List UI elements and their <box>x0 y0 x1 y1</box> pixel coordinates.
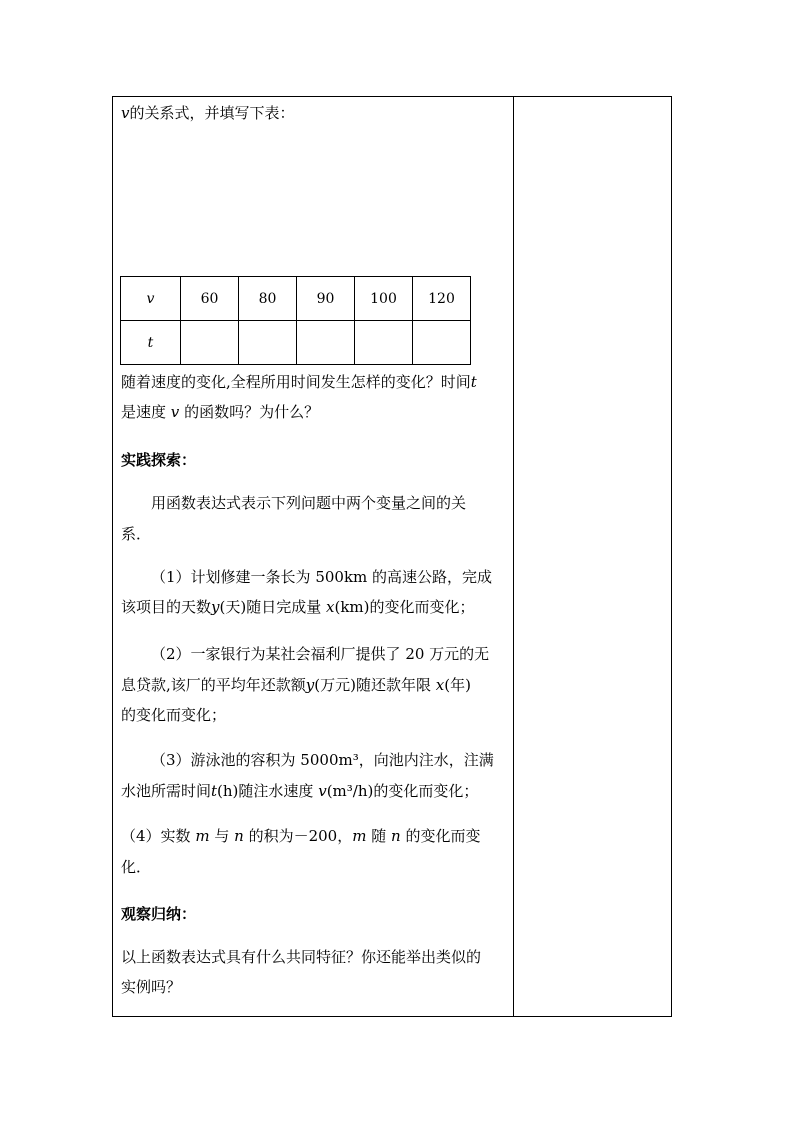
problem-text: (万元)随还款年限 <box>314 676 431 694</box>
problem-text: 水池所需时间 <box>121 782 212 800</box>
summary-heading: 观察归纳： <box>121 905 197 923</box>
problem-3-line-1: （3）游泳池的容积为 5000m³，向池内注水，注满 <box>151 751 494 769</box>
problem-2-line-2 <box>121 675 471 695</box>
problem-text: (h)随注水速度 <box>217 782 314 800</box>
table-cell-empty <box>181 321 239 365</box>
var-x: x <box>435 676 445 694</box>
summary-line-2: 实例吗？ <box>121 978 182 996</box>
var-v: v <box>121 104 130 122</box>
column-divider <box>513 97 514 1016</box>
table-cell: 90 <box>297 277 355 321</box>
practice-heading: 实践探索： <box>121 451 197 469</box>
problem-1-line-1: （1）计划修建一条长为 500km 的高速公路，完成 <box>151 568 493 586</box>
table-cell: 60 <box>181 277 239 321</box>
table-cell-empty <box>413 321 471 365</box>
problem-text: (km)的变化而变化； <box>334 598 475 616</box>
table-cell-empty <box>297 321 355 365</box>
table-cell-empty <box>239 321 297 365</box>
problem-2-line-1: （2）一家银行为某社会福利厂提供了 20 万元的无 <box>151 645 490 663</box>
problem-4-line-2: 化． <box>121 858 152 876</box>
table-cell: 100 <box>355 277 413 321</box>
row-head-v: v <box>121 277 181 321</box>
var-t: t <box>211 782 218 800</box>
table-cell-empty <box>355 321 413 365</box>
problem-text: 的变化而变 <box>405 827 481 845</box>
var-n: n <box>234 827 244 845</box>
table-row <box>121 277 471 321</box>
problem-3-line-2 <box>121 781 478 801</box>
question-text: 是速度 <box>121 403 167 421</box>
problem-4-line-1 <box>121 826 481 846</box>
practice-intro-line-2: 系． <box>121 525 152 543</box>
problem-text: (天)随日完成量 <box>219 598 322 616</box>
question-text: 的函数吗？为什么？ <box>184 403 320 421</box>
problem-text: (年) <box>444 676 471 694</box>
row-head-t: t <box>121 321 181 365</box>
var-t: t <box>470 373 477 391</box>
question-line-2 <box>121 402 319 422</box>
question-line-1 <box>121 372 477 392</box>
problem-text: （4）实数 <box>121 827 191 845</box>
problem-1-line-2 <box>121 597 475 617</box>
table-cell: 80 <box>239 277 297 321</box>
var-m: m <box>195 827 210 845</box>
problem-text: 息贷款,该厂的平均年还款额 <box>121 676 306 694</box>
summary-line-1: 以上函数表达式具有什么共同特征？你还能举出类似的 <box>121 948 482 966</box>
problem-text: 的积为－200， <box>248 827 353 845</box>
var-v: v <box>318 782 327 800</box>
table-row <box>121 321 471 365</box>
problem-text: 随 <box>371 827 387 845</box>
table-cell: 120 <box>413 277 471 321</box>
var-v: v <box>170 403 180 421</box>
speed-time-table <box>120 276 471 365</box>
intro-line <box>121 103 295 123</box>
var-n: n <box>391 827 401 845</box>
problem-text: (m³/h)的变化而变化； <box>326 782 479 800</box>
var-x: x <box>326 598 335 616</box>
question-text: 随着速度的变化,全程所用时间发生怎样的变化？时间 <box>121 373 471 391</box>
practice-intro-line-1: 用函数表达式表示下列问题中两个变量之间的关 <box>151 494 467 512</box>
var-y: y <box>305 676 315 694</box>
problem-2-line-3: 的变化而变化； <box>121 706 227 724</box>
intro-text: 的关系式，并填写下表： <box>129 104 295 122</box>
problem-text: 该项目的天数 <box>121 598 212 616</box>
problem-text: 与 <box>214 827 230 845</box>
var-y: y <box>211 598 220 616</box>
var-m: m <box>352 827 367 845</box>
lesson-table <box>112 96 672 1017</box>
